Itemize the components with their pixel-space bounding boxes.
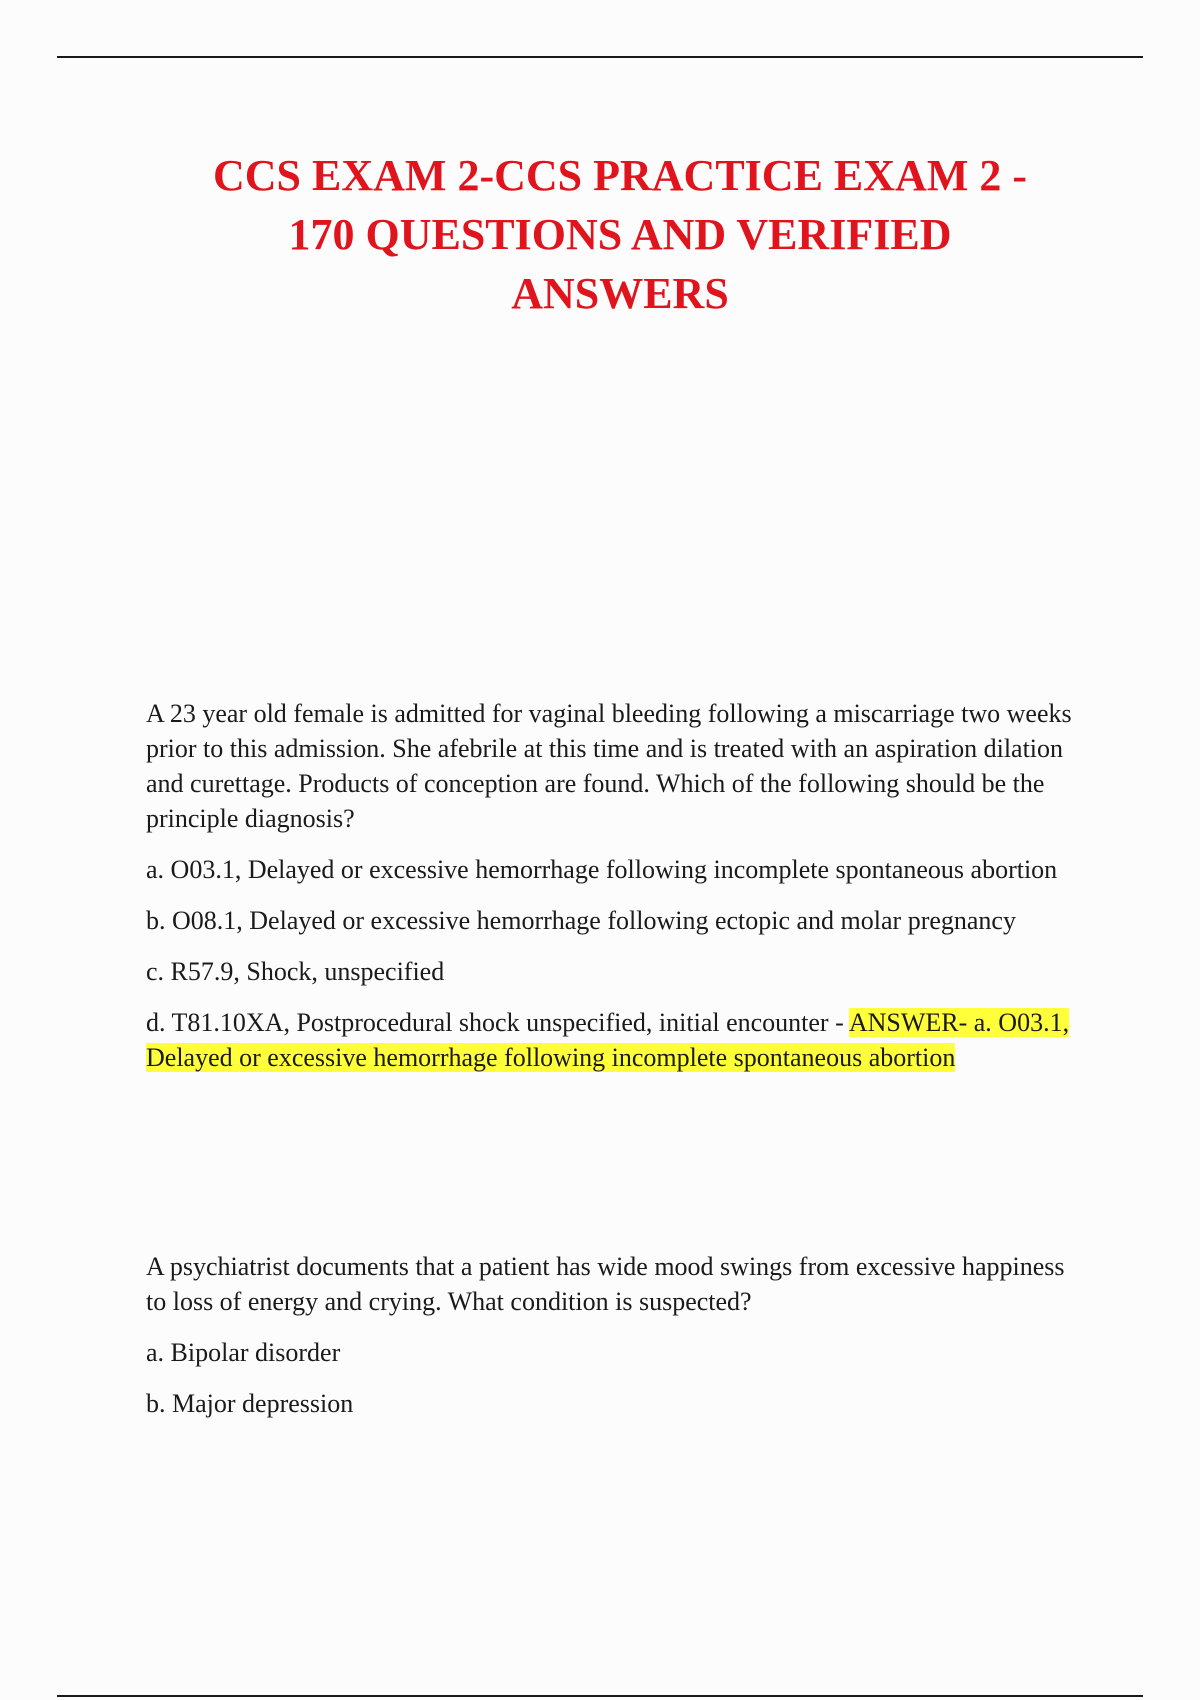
document-title (130, 146, 1110, 323)
question-stem: A psychiatrist documents that a patient has wide mood swings from excessive happiness to loss of energy and crying. What condition is suspected? (146, 1252, 1065, 1316)
title-line-3: ANSWERS (511, 269, 729, 318)
option-a: a. Bipolar disorder (146, 1338, 341, 1367)
option-c: c. R57.9, Shock, unspecified (146, 957, 445, 986)
question-1 (146, 696, 1086, 1091)
option-d-text: d. T81.10XA, Postprocedural shock unspecified, initial encounter - (146, 1008, 849, 1037)
option-d (146, 1005, 1086, 1075)
option-b: b. O08.1, Delayed or excessive hemorrhage following ectopic and molar pregnancy (146, 906, 1016, 935)
header-rule (57, 56, 1143, 58)
option-b: b. Major depression (146, 1389, 354, 1418)
title-line-1: CCS EXAM 2-CCS PRACTICE EXAM 2 - (213, 151, 1027, 200)
title-line-2: 170 QUESTIONS AND VERIFIED (288, 210, 952, 259)
footer-rule (57, 1695, 1143, 1697)
question-2 (146, 1249, 1086, 1437)
option-a: a. O03.1, Delayed or excessive hemorrhage following incomplete spontaneous abortion (146, 855, 1058, 884)
question-stem: A 23 year old female is admitted for vaginal bleeding following a miscarriage two weeks prior to this admission. She afebrile at this time and is treated with an aspiration dilation and curettage. Products of conception are found. Which of the following should be the principle diagnosis? (146, 699, 1072, 833)
answer-highlight: ANSWER- a. O03.1, Delayed or excessive hemorrhage following incomplete spontaneous abortion (146, 1008, 1070, 1072)
